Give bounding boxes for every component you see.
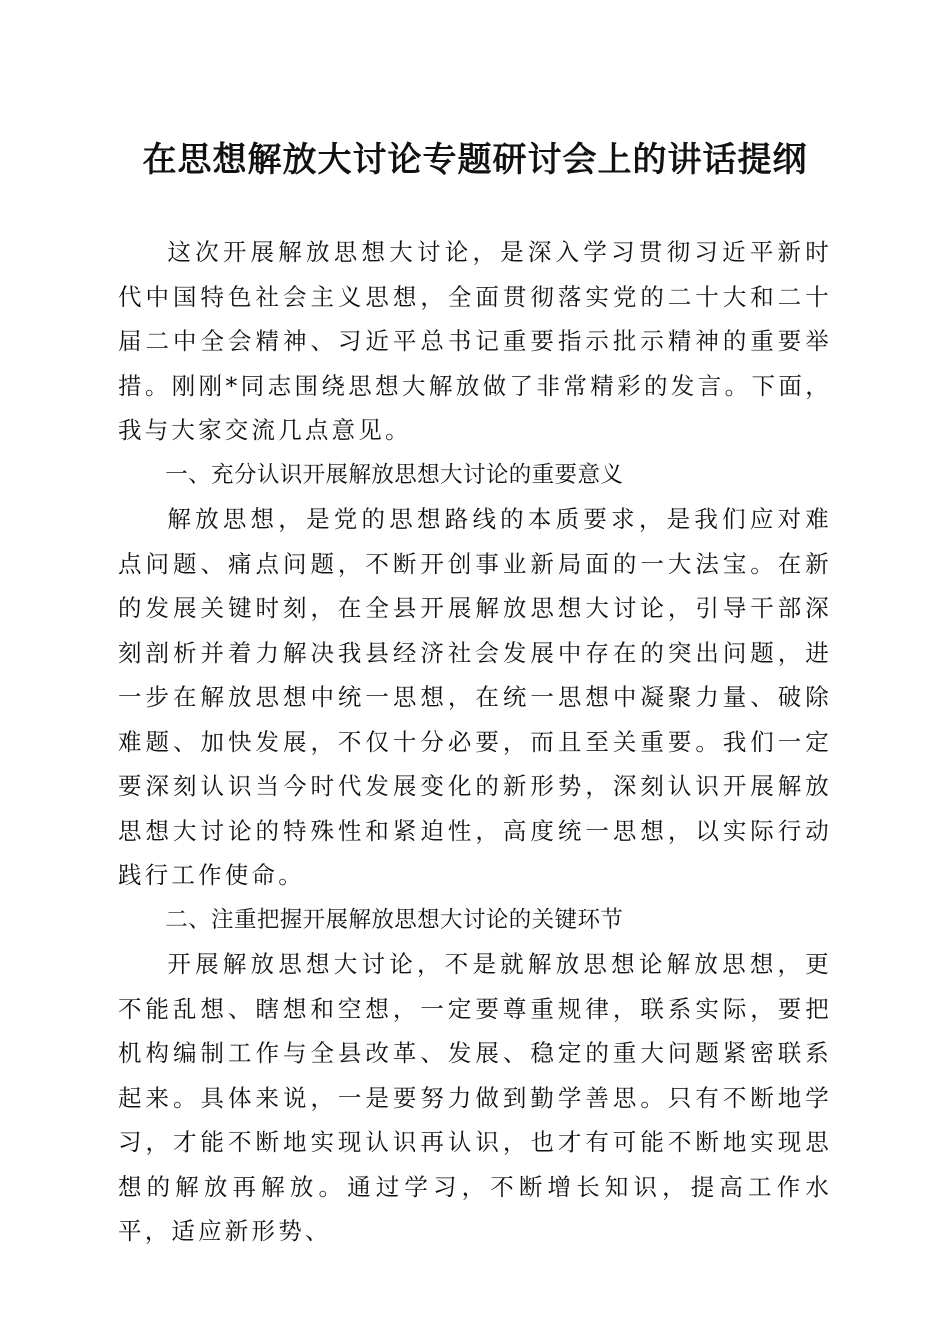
document-body: [118, 230, 832, 1254]
intro-paragraph: 这次开展解放思想大讨论，是深入学习贯彻习近平新时代中国特色社会主义思想，全面贯彻落实党的二十大和二十届二中全会精神、习近平总书记重要指示批示精神的重要举措。刚刚*同志围绕思想大解放做了非常精彩的发言。下面，我与大家交流几点意见。: [118, 238, 832, 444]
section-heading-2: 二、注重把握开展解放思想大讨论的关键环节: [165, 906, 624, 933]
document-title: 在思想解放大讨论专题研讨会上的讲话提纲: [142, 140, 808, 180]
section-paragraph-1: 解放思想，是党的思想路线的本质要求，是我们应对难点问题、痛点问题，不断开创事业新局面的一大法宝。在新的发展关键时刻，在全县开展解放思想大讨论，引导干部深刻剖析并着力解决我县经济社会发展中存在的突出问题，进一步在解放思想中统一思想，在统一思想中凝聚力量、破除难题、加快发展，不仅十分必要，而且至关重要。我们一定要深刻认识当今时代发展变化的新形势，深刻认识开展解放思想大讨论的特殊性和紧迫性，高度统一思想，以实际行动践行工作使命。: [118, 505, 832, 889]
section-heading-1: 一、充分认识开展解放思想大讨论的重要意义: [165, 461, 624, 488]
section-paragraph-2: 开展解放思想大讨论，不是就解放思想论解放思想，更不能乱想、瞎想和空想，一定要尊重规律，联系实际，要把机构编制工作与全县改革、发展、稳定的重大问题紧密联系起来。具体来说，一是要努力做到勤学善思。只有不断地学习，才能不断地实现认识再认识，也才有可能不断地实现思想的解放再解放。通过学习，不断增长知识，提高工作水平，适应新形势、: [118, 950, 832, 1245]
